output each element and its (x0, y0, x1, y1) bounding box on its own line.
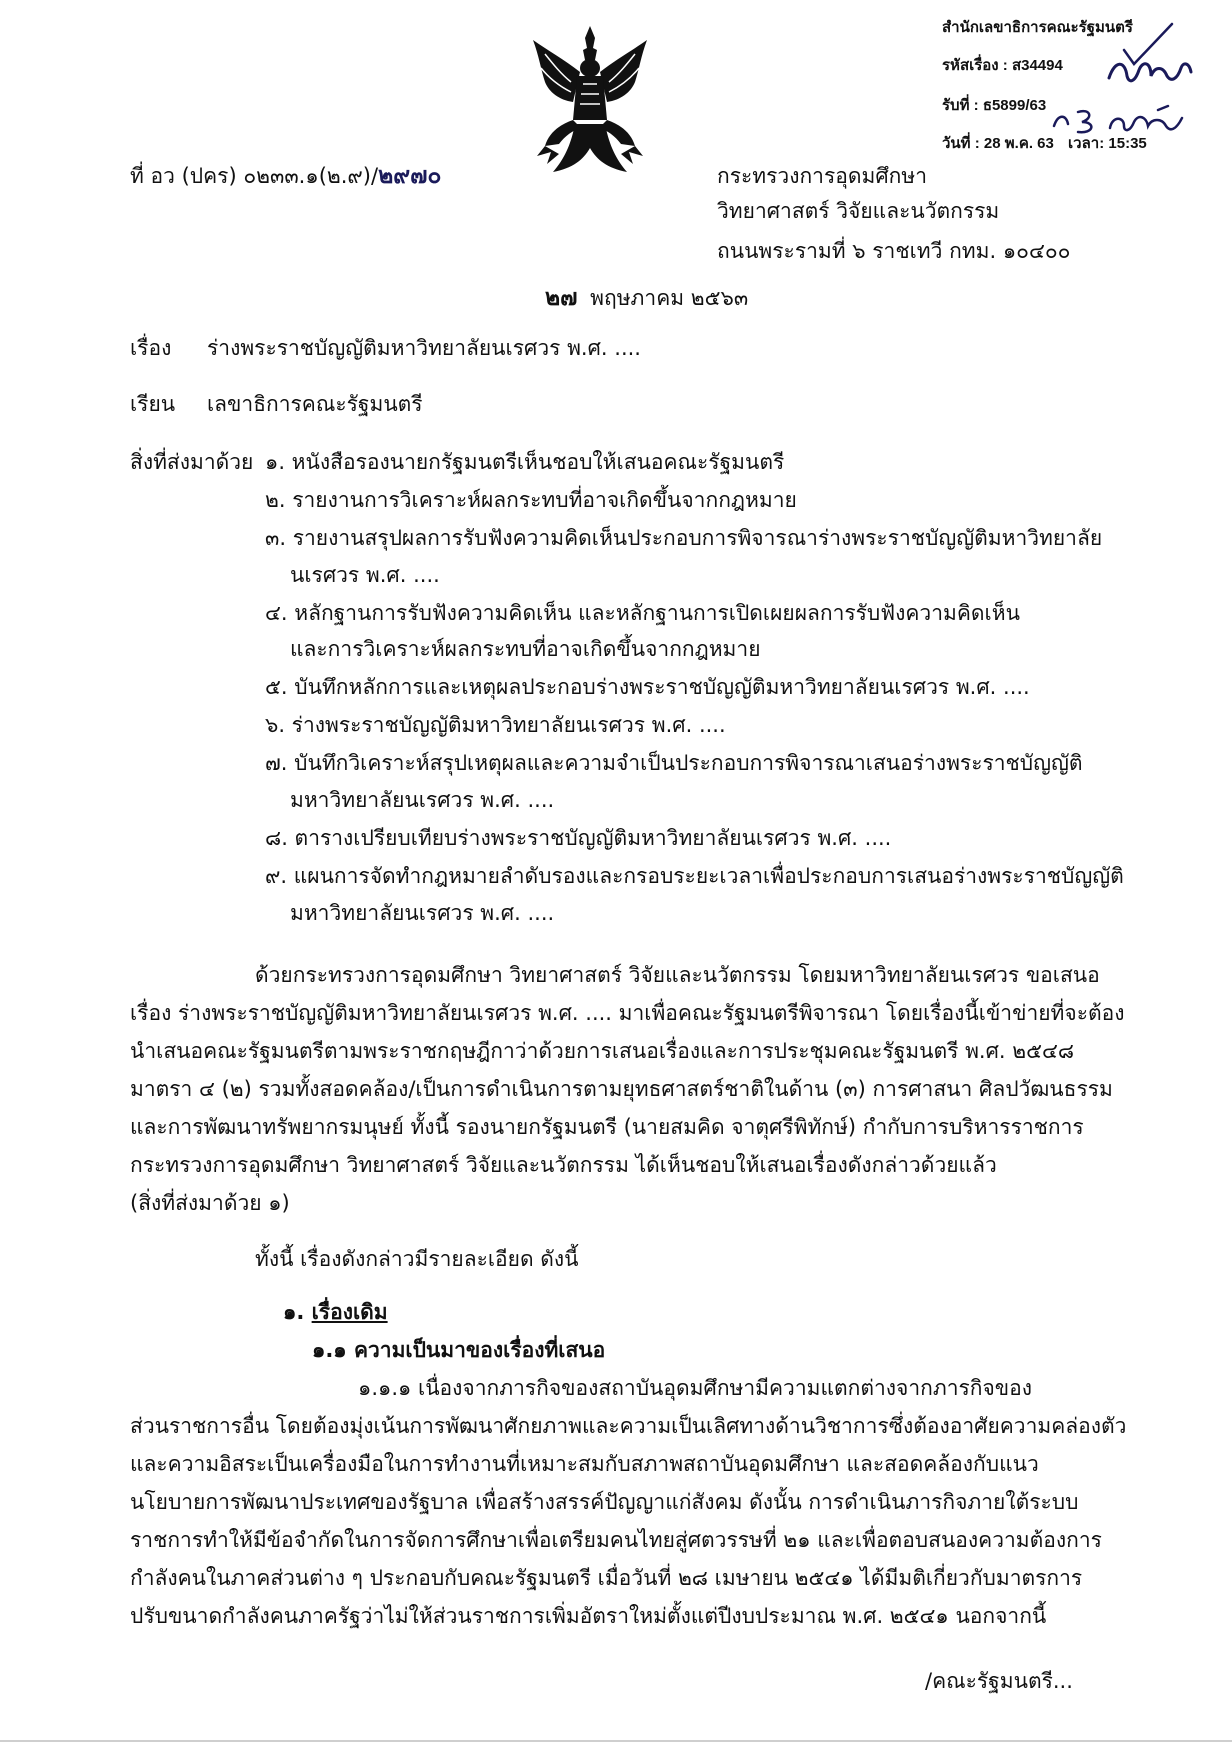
enclosure-item: ๓. รายงานสรุปผลการรับฟังความคิดเห็นประกอบการพิจารณาร่างพระราชบัญญัติมหาวิทยาลัย (265, 526, 1103, 550)
date-month-year: พฤษภาคม ๒๕๖๓ (590, 286, 749, 310)
body-paragraph-line: ส่วนราชการอื่น โดยต้องมุ่งเน้นการพัฒนาศักยภาพและความเป็นเลิศทางด้านวิชาการซึ่งต้องอาศัยความคล่องตัว (130, 1414, 1127, 1438)
recipient-label: เรียน (130, 392, 176, 416)
document-date (545, 283, 748, 313)
subject-label: เรื่อง (130, 336, 172, 360)
recipient-text: เลขาธิการคณะรัฐมนตรี (207, 392, 423, 416)
stamp-received (942, 96, 1046, 116)
handwritten-initials-1 (1105, 52, 1195, 92)
body-paragraph-line: นำเสนอคณะรัฐมนตรีตามพระราชกฤษฎีกาว่าด้วยการเสนอเรื่องและการประชุมคณะรัฐมนตรี พ.ศ. ๒๕๔๘ (130, 1039, 1075, 1063)
stamp-ref-label: รหัสเรื่อง : (942, 57, 1008, 74)
stamp-date-value: 28 พ.ค. 63 (983, 135, 1054, 152)
doc-number (130, 161, 441, 191)
stamp-ref (942, 56, 1063, 76)
stamp-office: สำนักเลขาธิการคณะรัฐมนตรี (942, 19, 1133, 36)
body-paragraph-line: ปรับขนาดกำลังคนภาครัฐว่าไม่ให้ส่วนราชการเพิ่มอัตราใหม่ตั้งแต่ปีงบประมาณ พ.ศ. ๒๕๔๑ นอกจากนี้ (130, 1604, 1047, 1628)
doc-number-printed: ที่ อว (ปคร) ๐๒๓๓.๑(๒.๙)/ (130, 164, 379, 188)
enclosure-item-cont: มหาวิทยาลัยนเรศวร พ.ศ. .... (290, 901, 555, 925)
body-paragraph-line: เรื่อง ร่างพระราชบัญญัติมหาวิทยาลัยนเรศวร พ.ศ. .... มาเพื่อคณะรัฐมนตรีพิจารณา โดยเรื่องนี้เข้าข่ายที่จะต้อง (130, 1001, 1125, 1025)
body-paragraph-line: ราชการทำให้มีข้อจำกัดในการจัดการศึกษาเพื่อเตรียมคนไทยสู่ศตวรรษที่ ๒๑ และเพื่อตอบสนองความต้องการ (130, 1528, 1102, 1552)
enclosures-label: สิ่งที่ส่งมาด้วย (130, 450, 254, 474)
enclosure-item: ๙. แผนการจัดทำกฎหมายลำดับรองและกรอบระยะเวลาเพื่อประกอบการเสนอร่างพระราชบัญญัติ (265, 864, 1124, 888)
date-day-handwritten: ๒๗ (545, 285, 578, 311)
enclosure-item: ๖. ร่างพระราชบัญญัติมหาวิทยาลัยนเรศวร พ.ศ. .... (265, 713, 726, 737)
subject-text: ร่างพระราชบัญญัติมหาวิทยาลัยนเรศวร พ.ศ. .... (207, 336, 641, 360)
enclosure-item: ๑. หนังสือรองนายกรัฐมนตรีเห็นชอบให้เสนอคณะรัฐมนตรี (265, 450, 785, 474)
body-paragraph-2: ทั้งนี้ เรื่องดังกล่าวมีรายละเอียด ดังนี้ (255, 1247, 579, 1271)
stamp-received-label: รับที่ : (942, 97, 979, 114)
doc-number-handwritten: ๒๙๗๐ (378, 163, 442, 189)
ministry-address: ถนนพระรามที่ ๖ ราชเทวี กทม. ๑๐๔๐๐ (717, 239, 1071, 263)
enclosure-item-cont: นเรศวร พ.ศ. .... (290, 563, 440, 587)
section-1-1-heading: ๑.๑ ความเป็นมาของเรื่องที่เสนอ (312, 1338, 606, 1362)
body-paragraph-line: ๑.๑.๑ เนื่องจากภารกิจของสถาบันอุดมศึกษามีความแตกต่างจากภารกิจของ (358, 1376, 1033, 1400)
ministry-line-1: กระทรวงการอุดมศึกษา (717, 164, 927, 188)
body-paragraph-line: มาตรา ๔ (๒) รวมทั้งสอดคล้อง/เป็นการดำเนินการตามยุทธศาสตร์ชาติในด้าน (๓) การศาสนา ศิลปวัฒนธรรม (130, 1077, 1113, 1101)
body-paragraph-line: และความอิสระเป็นเครื่องมือในการทำงานที่เหมาะสมกับสภาพสถาบันอุดมศึกษา และสอดคล้องกับแนว (130, 1452, 1039, 1476)
stamp-time-label: เวลา: (1068, 135, 1105, 152)
stamp-date-label: วันที่ : (942, 135, 980, 152)
enclosure-item: ๕. บันทึกหลักการและเหตุผลประกอบร่างพระราชบัญญัติมหาวิทยาลัยนเรศวร พ.ศ. .... (265, 675, 1030, 699)
ministry-line-2: วิทยาศาสตร์ วิจัยและนวัตกรรม (717, 199, 1000, 223)
stamp-ref-value: ส34494 (1011, 57, 1063, 74)
body-paragraph-line: และการพัฒนาทรัพยากรมนุษย์ ทั้งนี้ รองนายกรัฐมนตรี (นายสมคิด จาตุศรีพิทักษ์) กำกับการบริหารราชการ (130, 1115, 1084, 1139)
enclosure-item: ๘. ตารางเปรียบเทียบร่างพระราชบัญญัติมหาวิทยาลัยนเรศวร พ.ศ. .... (265, 826, 892, 850)
scan-edge-line (0, 1740, 1232, 1742)
enclosure-item-cont: มหาวิทยาลัยนเรศวร พ.ศ. .... (290, 788, 555, 812)
body-paragraph-line: กระทรวงการอุดมศึกษา วิทยาศาสตร์ วิจัยและนวัตกรรม ได้เห็นชอบให้เสนอเรื่องดังกล่าวด้วยแล้ว (130, 1153, 997, 1177)
section-1-number: ๑. (283, 1300, 305, 1324)
body-paragraph-line: นโยบายการพัฒนาประเทศของรัฐบาล เพื่อสร้างสรรค์ปัญญาแก่สังคม ดังนั้น การดำเนินภารกิจภายใต้ระบบ (130, 1490, 1079, 1514)
continuation-marker: /คณะรัฐมนตรี... (925, 1669, 1073, 1693)
stamp-time-value: 15:35 (1108, 135, 1147, 152)
body-paragraph-line: ด้วยกระทรวงการอุดมศึกษา วิทยาศาสตร์ วิจัยและนวัตกรรม โดยมหาวิทยาลัยนเรศวร ขอเสนอ (255, 963, 1100, 987)
enclosure-item: ๗. บันทึกวิเคราะห์สรุปเหตุผลและความจำเป็นประกอบการพิจารณาเสนอร่างพระราชบัญญัติ (265, 751, 1083, 775)
body-paragraph-line: (สิ่งที่ส่งมาด้วย ๑) (130, 1191, 290, 1215)
enclosure-item-cont: และการวิเคราะห์ผลกระทบที่อาจเกิดขึ้นจากกฎหมาย (290, 637, 761, 661)
enclosure-item: ๔. หลักฐานการรับฟังความคิดเห็น และหลักฐานการเปิดเผยผลการรับฟังความคิดเห็น (265, 601, 1020, 625)
stamp-received-value: ธ5899/63 (982, 97, 1047, 114)
body-paragraph-line: กำลังคนในภาคส่วนต่าง ๆ ประกอบกับคณะรัฐมนตรี เมื่อวันที่ ๒๘ เมษายน ๒๕๔๑ ได้มีมติเกี่ยวกับมาตรการ (130, 1566, 1083, 1590)
section-1-heading (283, 1297, 388, 1327)
section-1-title: เรื่องเดิม (311, 1300, 388, 1324)
enclosure-item: ๒. รายงานการวิเคราะห์ผลกระทบที่อาจเกิดขึ้นจากกฎหมาย (265, 488, 797, 512)
garuda-emblem-icon (525, 20, 655, 185)
handwritten-initials-2 (1050, 104, 1190, 138)
